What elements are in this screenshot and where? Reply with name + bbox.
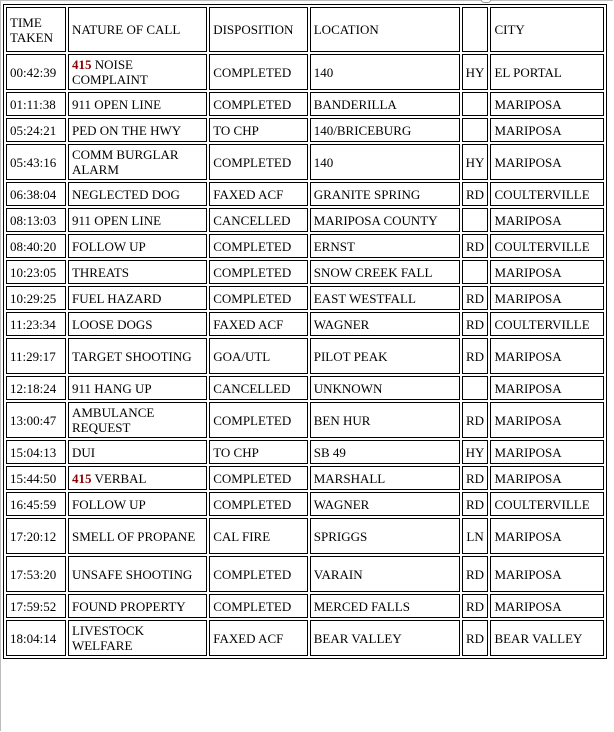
cell-street-type: RD bbox=[462, 286, 489, 310]
cell-time-taken: 13:00:47 bbox=[6, 402, 66, 438]
cell-time-taken: 17:59:52 bbox=[6, 594, 66, 618]
nature-text: 911 OPEN LINE bbox=[71, 212, 162, 228]
table-row bbox=[6, 402, 604, 438]
cell-street-type: RD bbox=[462, 556, 489, 592]
cell-nature-of-call bbox=[68, 92, 207, 116]
header-disposition: DISPOSITION bbox=[209, 7, 308, 52]
cell-disposition: COMPLETED bbox=[209, 466, 308, 490]
table-row bbox=[6, 234, 604, 258]
cell-nature-of-call bbox=[68, 376, 207, 400]
cell-location: 140/BRICEBURG bbox=[310, 118, 460, 142]
cell-disposition: COMPLETED bbox=[209, 260, 308, 284]
cell-time-taken: 10:29:25 bbox=[6, 286, 66, 310]
cell-city: MARIPOSA bbox=[490, 118, 604, 142]
table-row bbox=[6, 556, 604, 592]
cell-nature-of-call bbox=[68, 338, 207, 374]
cell-street-type: RD bbox=[462, 182, 489, 206]
cell-time-taken: 11:23:34 bbox=[6, 312, 66, 336]
cell-city: COULTERVILLE bbox=[490, 234, 604, 258]
nature-text: AMBULANCE REQUEST bbox=[71, 405, 155, 435]
cell-time-taken: 16:45:59 bbox=[6, 492, 66, 516]
cell-street-type bbox=[462, 92, 489, 116]
cell-location: VARAIN bbox=[310, 556, 460, 592]
cell-nature-of-call bbox=[68, 312, 207, 336]
cell-time-taken: 11:29:17 bbox=[6, 338, 66, 374]
cell-city: MARIPOSA bbox=[490, 376, 604, 400]
table-row bbox=[6, 54, 604, 90]
cell-city: EL PORTAL bbox=[490, 54, 604, 90]
cell-city: MARIPOSA bbox=[490, 260, 604, 284]
cell-street-type: RD bbox=[462, 620, 489, 656]
cell-time-taken: 06:38:04 bbox=[6, 182, 66, 206]
nature-text: COMM BURGLAR ALARM bbox=[71, 147, 179, 177]
nature-text: SMELL OF PROPANE bbox=[71, 528, 196, 544]
cell-location: UNKNOWN bbox=[310, 376, 460, 400]
nature-text: FOUND PROPERTY bbox=[71, 598, 186, 614]
cell-disposition: COMPLETED bbox=[209, 54, 308, 90]
cell-disposition: CANCELLED bbox=[209, 208, 308, 232]
cell-street-type: RD bbox=[462, 312, 489, 336]
cell-city: COULTERVILLE bbox=[490, 182, 604, 206]
cell-disposition: GOA/UTL bbox=[209, 338, 308, 374]
cell-street-type: RD bbox=[462, 492, 489, 516]
cell-street-type: HY bbox=[462, 144, 489, 180]
cell-disposition: COMPLETED bbox=[209, 286, 308, 310]
table-row bbox=[6, 376, 604, 400]
table-row bbox=[6, 338, 604, 374]
cell-disposition: CANCELLED bbox=[209, 376, 308, 400]
cell-nature-of-call bbox=[68, 234, 207, 258]
cell-street-type: HY bbox=[462, 54, 489, 90]
nature-text: LIVESTOCK WELFARE bbox=[71, 623, 144, 653]
nature-text: NOISE COMPLAINT bbox=[71, 57, 148, 87]
cell-street-type bbox=[462, 260, 489, 284]
cell-street-type: RD bbox=[462, 402, 489, 438]
nature-text: TARGET SHOOTING bbox=[71, 348, 192, 364]
header-city: CITY bbox=[490, 7, 604, 52]
header-street-type bbox=[462, 7, 489, 52]
header-nature-of-call: NATURE OF CALL bbox=[68, 7, 207, 52]
cell-disposition: FAXED ACF bbox=[209, 620, 308, 656]
cell-disposition: COMPLETED bbox=[209, 234, 308, 258]
cell-city: MARIPOSA bbox=[490, 92, 604, 116]
cell-location: BEAR VALLEY bbox=[310, 620, 460, 656]
cell-disposition: COMPLETED bbox=[209, 92, 308, 116]
table-row bbox=[6, 594, 604, 618]
cell-time-taken: 05:24:21 bbox=[6, 118, 66, 142]
cell-time-taken: 17:53:20 bbox=[6, 556, 66, 592]
nature-text: PED ON THE HWY bbox=[71, 122, 182, 138]
cell-time-taken: 00:42:39 bbox=[6, 54, 66, 90]
cell-location: SNOW CREEK FALL bbox=[310, 260, 460, 284]
cell-disposition: FAXED ACF bbox=[209, 182, 308, 206]
nature-text: DUI bbox=[71, 444, 96, 460]
table-row bbox=[6, 518, 604, 554]
cell-disposition: COMPLETED bbox=[209, 402, 308, 438]
table-row bbox=[6, 208, 604, 232]
cell-street-type: RD bbox=[462, 234, 489, 258]
cell-nature-of-call bbox=[68, 440, 207, 464]
cell-location: BANDERILLA bbox=[310, 92, 460, 116]
cell-street-type bbox=[462, 376, 489, 400]
nature-text: FOLLOW UP bbox=[71, 496, 146, 512]
table-row bbox=[6, 312, 604, 336]
cell-time-taken: 08:40:20 bbox=[6, 234, 66, 258]
table-row bbox=[6, 440, 604, 464]
cell-street-type: LN bbox=[462, 518, 489, 554]
cell-location: PILOT PEAK bbox=[310, 338, 460, 374]
table-row bbox=[6, 144, 604, 180]
table-row bbox=[6, 92, 604, 116]
nature-text: FUEL HAZARD bbox=[71, 290, 162, 306]
cell-disposition: COMPLETED bbox=[209, 492, 308, 516]
cell-city: MARIPOSA bbox=[490, 208, 604, 232]
call-log-table bbox=[3, 4, 607, 659]
cell-nature-of-call bbox=[68, 54, 207, 90]
header-location: LOCATION bbox=[310, 7, 460, 52]
cell-city: MARIPOSA bbox=[490, 556, 604, 592]
cell-city: MARIPOSA bbox=[490, 338, 604, 374]
cell-disposition: COMPLETED bbox=[209, 144, 308, 180]
nature-text: LOOSE DOGS bbox=[71, 316, 153, 332]
cell-city: MARIPOSA bbox=[490, 594, 604, 618]
nature-text: VERBAL bbox=[91, 470, 147, 486]
cell-city: MARIPOSA bbox=[490, 286, 604, 310]
scroll-handle[interactable] bbox=[481, 0, 491, 3]
cell-city: MARIPOSA bbox=[490, 518, 604, 554]
table-row bbox=[6, 492, 604, 516]
nature-text: 911 HANG UP bbox=[71, 380, 152, 396]
cell-time-taken: 10:23:05 bbox=[6, 260, 66, 284]
cell-location: WAGNER bbox=[310, 492, 460, 516]
cell-nature-of-call bbox=[68, 144, 207, 180]
call-log-body bbox=[6, 7, 604, 656]
cell-location: MARIPOSA COUNTY bbox=[310, 208, 460, 232]
cell-nature-of-call bbox=[68, 492, 207, 516]
table-header-row bbox=[6, 7, 604, 52]
cell-street-type: RD bbox=[462, 466, 489, 490]
table-row bbox=[6, 466, 604, 490]
table-row bbox=[6, 286, 604, 310]
cell-time-taken: 01:11:38 bbox=[6, 92, 66, 116]
cell-city: BEAR VALLEY bbox=[490, 620, 604, 656]
cell-disposition: CAL FIRE bbox=[209, 518, 308, 554]
table-row bbox=[6, 182, 604, 206]
cell-time-taken: 08:13:03 bbox=[6, 208, 66, 232]
cell-street-type: HY bbox=[462, 440, 489, 464]
cell-city: MARIPOSA bbox=[490, 144, 604, 180]
cell-location: WAGNER bbox=[310, 312, 460, 336]
cell-nature-of-call bbox=[68, 118, 207, 142]
cell-street-type: RD bbox=[462, 338, 489, 374]
cell-street-type: RD bbox=[462, 594, 489, 618]
cell-disposition: FAXED ACF bbox=[209, 312, 308, 336]
call-code: 415 bbox=[71, 470, 92, 486]
cell-nature-of-call bbox=[68, 182, 207, 206]
cell-nature-of-call bbox=[68, 260, 207, 284]
nature-text: 911 OPEN LINE bbox=[71, 96, 162, 112]
call-code: 415 bbox=[71, 57, 92, 72]
cell-disposition: TO CHP bbox=[209, 118, 308, 142]
cell-location: GRANITE SPRING bbox=[310, 182, 460, 206]
cell-disposition: TO CHP bbox=[209, 440, 308, 464]
cell-street-type bbox=[462, 118, 489, 142]
header-time-taken: TIME TAKEN bbox=[6, 7, 66, 52]
cell-location: 140 bbox=[310, 54, 460, 90]
cell-city: COULTERVILLE bbox=[490, 312, 604, 336]
cell-location: MERCED FALLS bbox=[310, 594, 460, 618]
cell-time-taken: 15:44:50 bbox=[6, 466, 66, 490]
cell-time-taken: 05:43:16 bbox=[6, 144, 66, 180]
cell-nature-of-call bbox=[68, 286, 207, 310]
cell-location: SPRIGGS bbox=[310, 518, 460, 554]
cell-location: EAST WESTFALL bbox=[310, 286, 460, 310]
cell-time-taken: 15:04:13 bbox=[6, 440, 66, 464]
cell-location: 140 bbox=[310, 144, 460, 180]
cell-city: MARIPOSA bbox=[490, 440, 604, 464]
cell-disposition: COMPLETED bbox=[209, 594, 308, 618]
cell-nature-of-call bbox=[68, 208, 207, 232]
nature-text: UNSAFE SHOOTING bbox=[71, 566, 193, 582]
table-row bbox=[6, 118, 604, 142]
cell-location: MARSHALL bbox=[310, 466, 460, 490]
nature-text: THREATS bbox=[71, 264, 130, 280]
cell-city: MARIPOSA bbox=[490, 402, 604, 438]
cell-city: MARIPOSA bbox=[490, 466, 604, 490]
cell-nature-of-call bbox=[68, 402, 207, 438]
cell-street-type bbox=[462, 208, 489, 232]
cell-city: COULTERVILLE bbox=[490, 492, 604, 516]
nature-text: FOLLOW UP bbox=[71, 238, 146, 254]
cell-disposition: COMPLETED bbox=[209, 556, 308, 592]
cell-time-taken: 12:18:24 bbox=[6, 376, 66, 400]
cell-location: SB 49 bbox=[310, 440, 460, 464]
cell-nature-of-call bbox=[68, 466, 207, 490]
table-row bbox=[6, 260, 604, 284]
cell-location: ERNST bbox=[310, 234, 460, 258]
cell-time-taken: 17:20:12 bbox=[6, 518, 66, 554]
nature-text: NEGLECTED DOG bbox=[71, 186, 180, 202]
cell-nature-of-call bbox=[68, 594, 207, 618]
cell-nature-of-call bbox=[68, 620, 207, 656]
cell-time-taken: 18:04:14 bbox=[6, 620, 66, 656]
cell-nature-of-call bbox=[68, 518, 207, 554]
table-row bbox=[6, 620, 604, 656]
cell-location: BEN HUR bbox=[310, 402, 460, 438]
cell-nature-of-call bbox=[68, 556, 207, 592]
